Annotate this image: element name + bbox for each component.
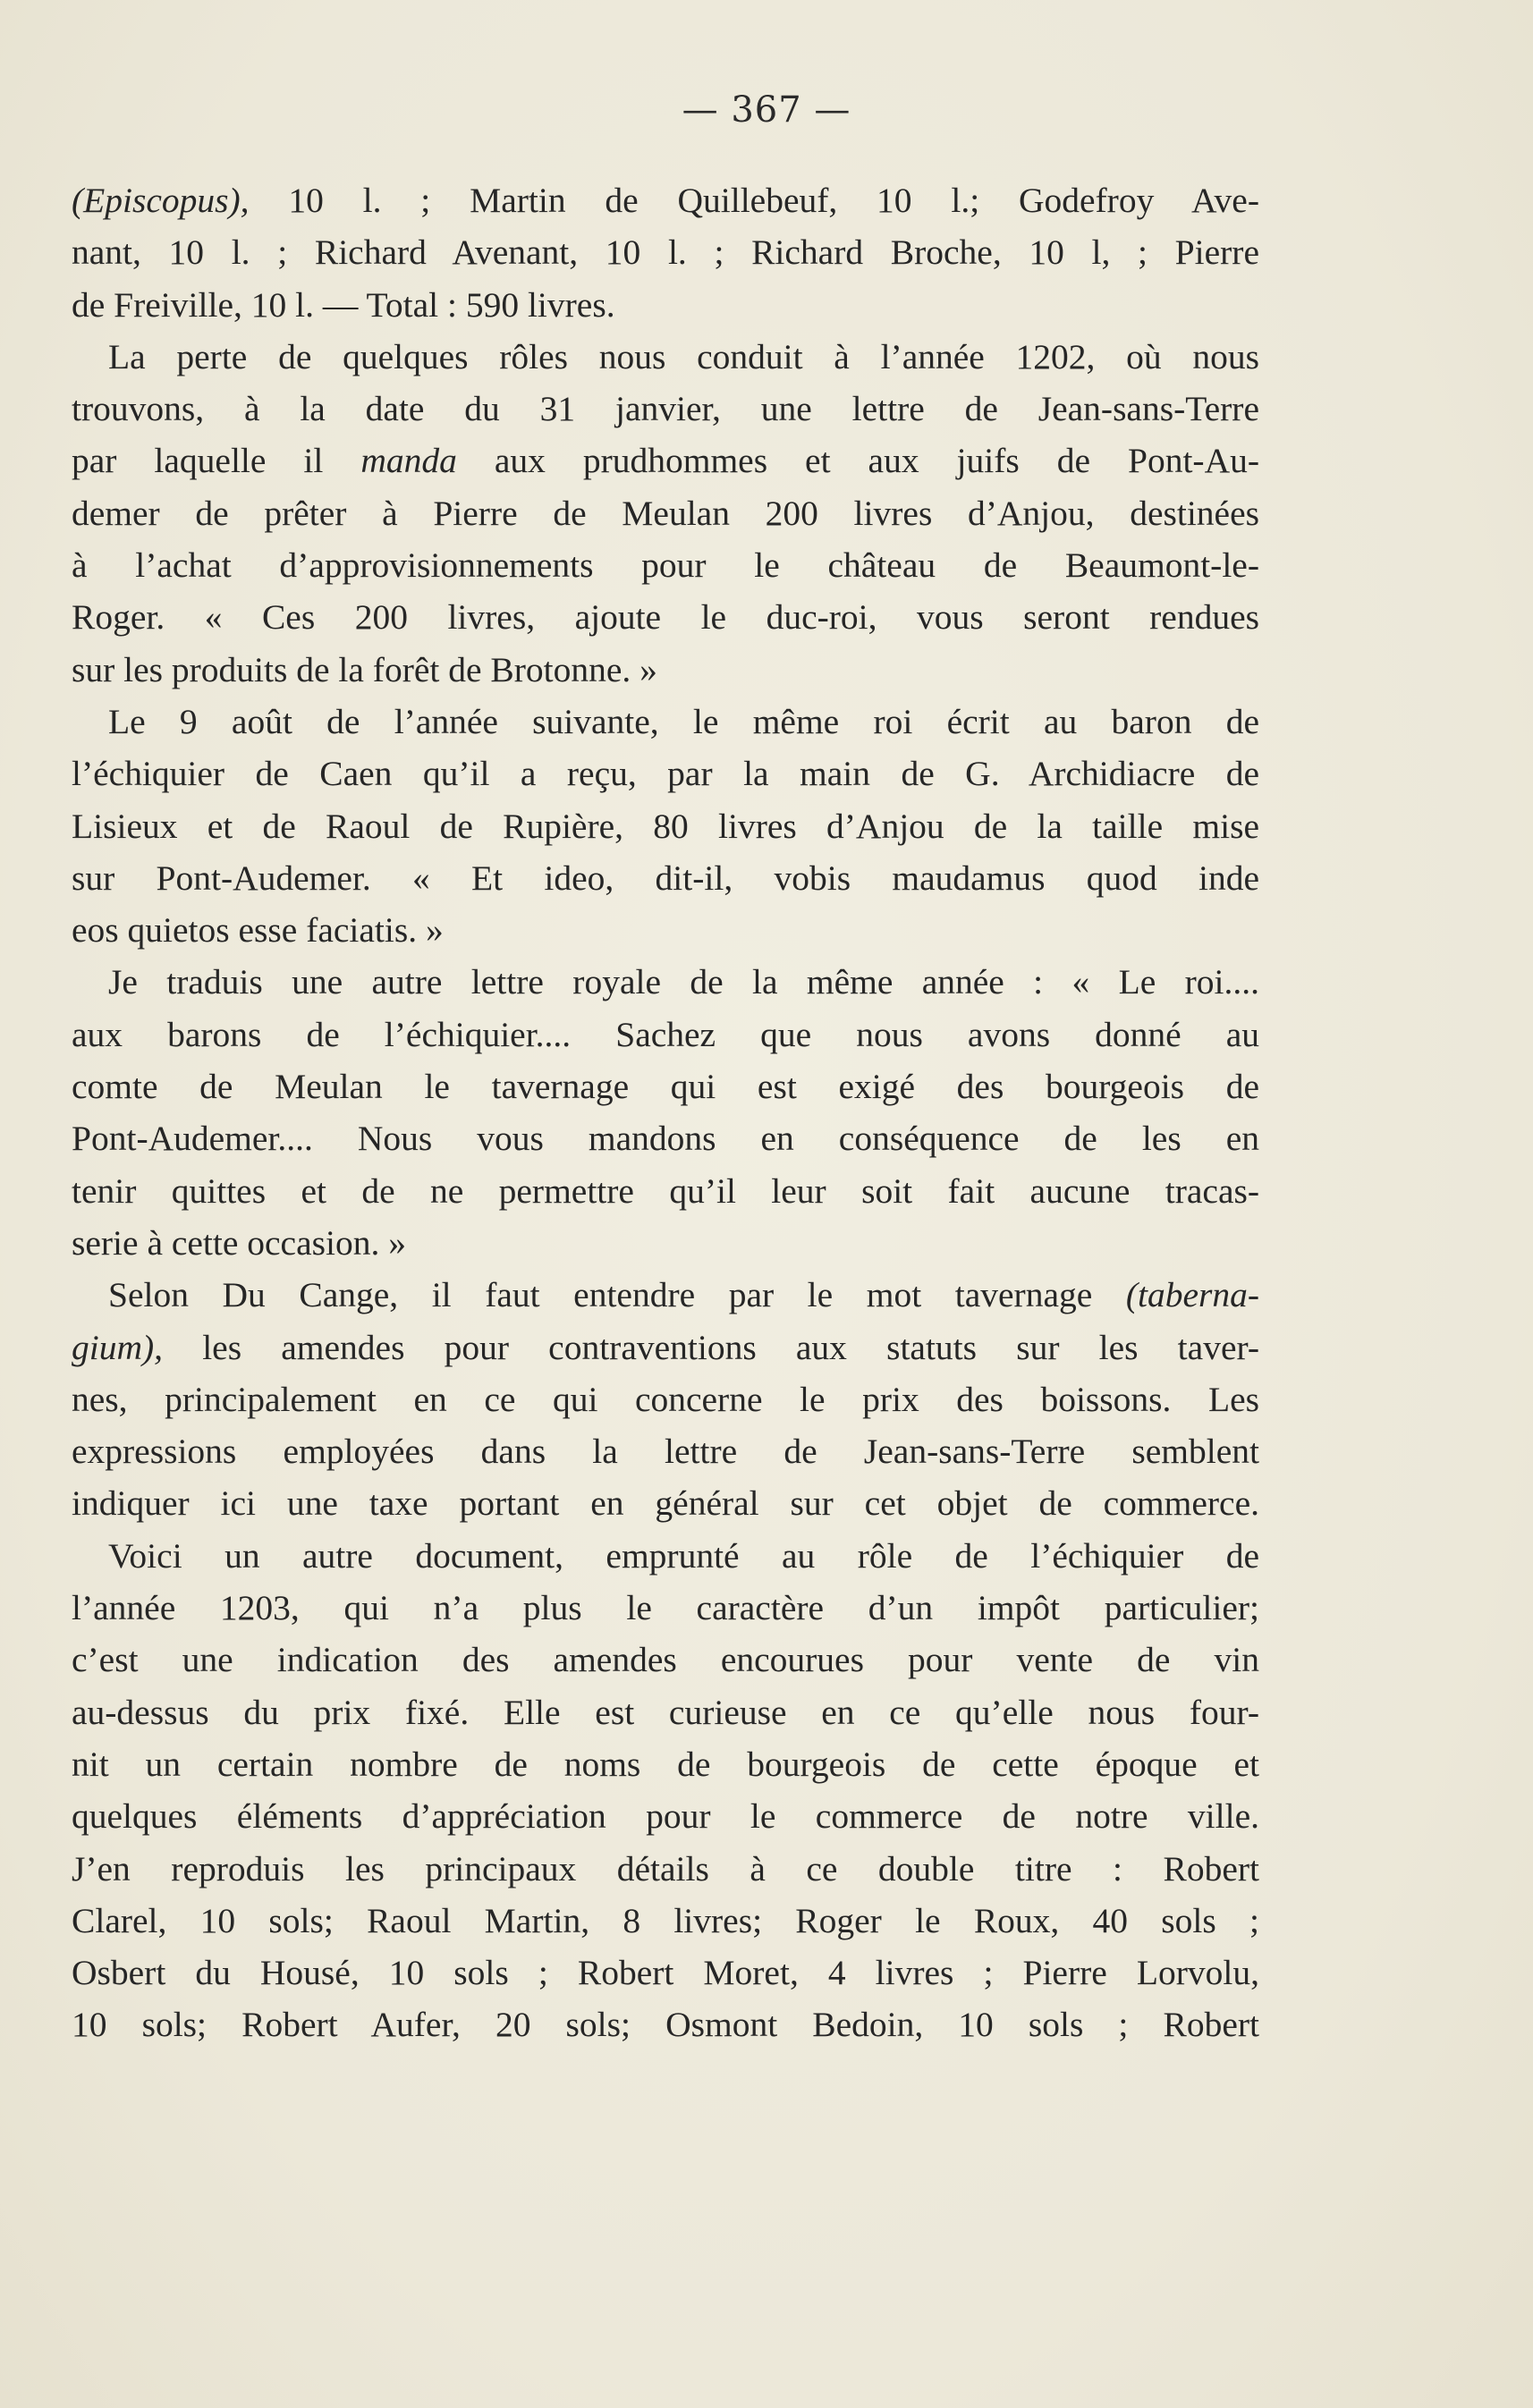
text-segment: La perte de quelques rôles nous conduit à l’année 1202, où nous <box>108 336 1259 376</box>
text-line <box>72 331 1259 383</box>
text-segment: nit un certain nombre de noms de bourgeois de cette époque et <box>72 1744 1259 1784</box>
text-line <box>72 1582 1259 1634</box>
text-line <box>72 174 1259 226</box>
text-line <box>72 1686 1259 1738</box>
text-line <box>72 1269 1259 1321</box>
text-line <box>72 1895 1259 1947</box>
text-segment: J’en reproduis les principaux détails à ce double titre : Robert <box>72 1848 1259 1888</box>
text-line <box>72 1060 1259 1112</box>
text-segment: Le 9 août de l’année suivante, le même roi écrit au baron de <box>108 701 1259 741</box>
text-line <box>72 852 1259 904</box>
text-segment: quelques éléments d’appréciation pour le commerce de notre ville. <box>72 1796 1259 1837</box>
text-segment: demer de prêter à Pierre de Meulan 200 livres d’Anjou, destinées <box>72 493 1259 533</box>
text-segment: l’année 1203, qui n’a plus le caractère d’un impôt particulier; <box>72 1588 1259 1628</box>
text-line <box>72 1530 1259 1582</box>
text-line <box>72 956 1259 1008</box>
text-segment: Lisieux et de Raoul de Rupière, 80 livres d’Anjou de la taille mise <box>72 806 1259 846</box>
italic-text: (Episcopus), <box>72 181 250 220</box>
text-line <box>72 487 1259 539</box>
text-line <box>72 1843 1259 1895</box>
text-line <box>72 1009 1259 1060</box>
text-line <box>72 383 1259 435</box>
text-segment: expressions employées dans la lettre de Jean-sans-Terre semblent <box>72 1432 1259 1472</box>
text-line <box>72 1217 1259 1269</box>
text-line <box>72 1322 1259 1373</box>
text-segment: aux barons de l’échiquier.... Sachez que nous avons donné au <box>72 1014 1259 1054</box>
text-line <box>72 1425 1259 1477</box>
text-segment: 10 l. ; Martin de Quillebeuf, 10 l.; Godefroy Ave- <box>249 181 1259 220</box>
text-segment: Roger. « Ces 200 livres, ajoute le duc-roi, vous seront rendues <box>72 597 1259 638</box>
text-segment: serie à cette occasion. » <box>72 1222 406 1263</box>
text-segment: Clarel, 10 sols; Raoul Martin, 8 livres; Roger le Roux, 40 sols ; <box>72 1900 1259 1940</box>
text-line <box>72 435 1259 486</box>
text-segment: aux prudhommes et aux juifs de Pont-Au- <box>456 441 1259 481</box>
text-line <box>72 800 1259 852</box>
text-line <box>72 1373 1259 1425</box>
text-segment: c’est une indication des amendes encourues pour vente de vin <box>72 1640 1259 1680</box>
text-segment: de Freiville, 10 l. — Total : 590 livres. <box>72 284 615 325</box>
text-segment: comte de Meulan le tavernage qui est exigé des bourgeois de <box>72 1067 1259 1107</box>
text-segment: eos quietos esse faciatis. » <box>72 910 444 951</box>
text-segment: Je traduis une autre lettre royale de la même année : « Le roi.... <box>108 962 1259 1002</box>
text-segment: indiquer ici une taxe portant en général sur cet objet de commerce. <box>72 1483 1259 1524</box>
text-segment: les amendes pour contraventions aux statuts sur les taver- <box>163 1327 1259 1367</box>
text-segment: Pont-Audemer.... Nous vous mandons en conséquence de les en <box>72 1119 1259 1159</box>
text-segment: tenir quittes et de ne permettre qu’il leur soit fait aucune tracas- <box>72 1170 1259 1211</box>
text-line <box>72 539 1259 591</box>
text-line <box>72 226 1259 278</box>
text-line <box>72 591 1259 643</box>
italic-text: gium), <box>72 1327 164 1367</box>
text-segment: sur Pont-Audemer. « Et ideo, dit-il, vobis maudamus quod inde <box>72 858 1259 898</box>
text-line <box>72 748 1259 799</box>
text-line <box>72 1998 1259 2050</box>
text-line <box>72 1790 1259 1842</box>
text-segment: sur les produits de la forêt de Brotonne. » <box>72 649 657 689</box>
italic-text: (taberna- <box>1125 1275 1259 1315</box>
text-segment: trouvons, à la date du 31 janvier, une lettre de Jean-sans-Terre <box>72 389 1259 429</box>
text-line <box>72 696 1259 748</box>
text-segment: au-dessus du prix fixé. Elle est curieuse en ce qu’elle nous four- <box>72 1692 1259 1732</box>
text-line <box>72 1477 1259 1529</box>
text-segment: 10 sols; Robert Aufer, 20 sols; Osmont Bedoin, 10 sols ; Robert <box>72 2005 1259 2045</box>
page-number: — 367 — <box>682 89 851 131</box>
body-text <box>72 174 1259 2051</box>
text-segment: Osbert du Housé, 10 sols ; Robert Moret, 4 livres ; Pierre Lorvolu, <box>72 1953 1259 1993</box>
text-line <box>72 279 1259 331</box>
text-line <box>72 644 1259 696</box>
text-segment: par laquelle il <box>72 441 361 481</box>
italic-text: manda <box>360 441 457 481</box>
text-segment: nant, 10 l. ; Richard Avenant, 10 l. ; Richard Broche, 10 l, ; Pierre <box>72 232 1259 273</box>
text-segment: l’échiquier de Caen qu’il a reçu, par la main de G. Archidiacre de <box>72 754 1259 794</box>
text-segment: Selon Du Cange, il faut entendre par le mot tavernage <box>108 1275 1126 1315</box>
text-line <box>72 1634 1259 1686</box>
text-segment: nes, principalement en ce qui concerne le prix des boissons. Les <box>72 1379 1259 1419</box>
text-line <box>72 904 1259 956</box>
text-segment: à l’achat d’approvisionnements pour le château de Beaumont-le- <box>72 545 1259 586</box>
text-line <box>72 1738 1259 1790</box>
text-line <box>72 1165 1259 1217</box>
text-line <box>72 1947 1259 1998</box>
text-segment: Voici un autre document, emprunté au rôle de l’échiquier de <box>108 1535 1259 1576</box>
text-line <box>72 1112 1259 1164</box>
